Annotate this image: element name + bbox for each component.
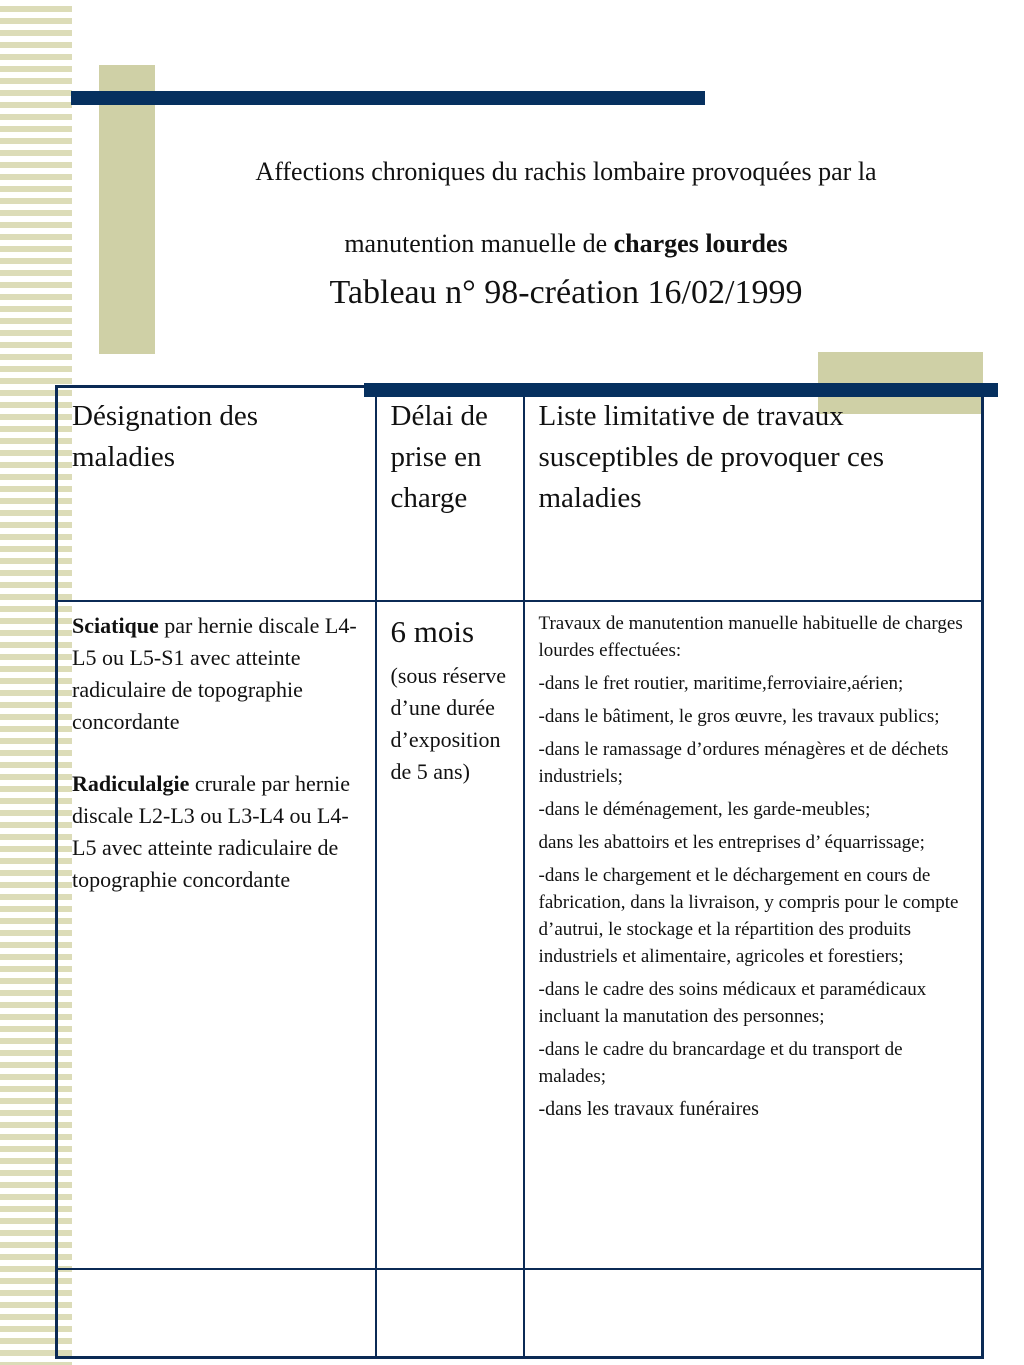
- list-item: dans les abattoirs et les entreprises d’ équarrissage;: [538, 832, 925, 853]
- maladie-description: par hernie discale L4-L5 ou L5-S1 avec atteinte radiculaire de topographie concordante: [72, 613, 357, 734]
- maladie-item: [72, 610, 361, 738]
- navy-accent-bar-top: [71, 91, 705, 105]
- list-item: -dans le déménagement, les garde-meubles;: [538, 799, 871, 820]
- title-plain-text: manutention manuelle de: [344, 229, 614, 258]
- disease-table: [55, 385, 984, 1359]
- maladie-name: Radiculalgie: [72, 771, 190, 796]
- page-subtitle: Tableau n° 98-création 16/02/1999: [329, 274, 803, 311]
- list-item: -dans le chargement et le déchargement en cours de fabrication, dans la livraison, y compris pour le compte d’autrui, le stockage et la répartition des produits industriels et alimentaire, agricoles et forestiers;: [538, 865, 959, 967]
- list-item: -dans le fret routier, maritime,ferroviaire,aérien;: [538, 673, 904, 694]
- travaux-list: [539, 670, 968, 1123]
- header-liste: Liste limitative de travaux susceptibles de provoquer ces maladies: [524, 387, 983, 602]
- table-row: [57, 601, 983, 1269]
- list-item: -dans le cadre des soins médicaux et paramédicaux incluant la manutation des personnes;: [538, 979, 927, 1027]
- maladie-name: Sciatique: [72, 613, 159, 638]
- table-header-row: [57, 387, 983, 602]
- travaux-intro: Travaux de manutention manuelle habituelle de charges lourdes effectuées:: [538, 613, 963, 661]
- delai-cell: [376, 601, 524, 1269]
- delai-value: 6 mois: [390, 614, 475, 649]
- travaux-cell: [524, 601, 983, 1269]
- header-delai: Délai de prise en charge: [376, 387, 524, 602]
- navy-accent-bar-right: [364, 383, 998, 397]
- empty-cell: [524, 1269, 983, 1358]
- delai-note: (sous réserve d’une durée d’exposition de 5 ans): [390, 663, 506, 784]
- list-item: -dans le cadre du brancardage et du transport de malades;: [538, 1039, 903, 1087]
- header-designation: Désignation des maladies: [57, 387, 376, 602]
- designation-cell: [57, 601, 376, 1269]
- list-item: -dans les travaux funéraires: [538, 1098, 759, 1120]
- title-bold-text: charges lourdes: [613, 229, 788, 258]
- page-title-line-2: [160, 228, 972, 260]
- empty-table-row: [57, 1269, 983, 1358]
- page-title-line-1: Affections chroniques du rachis lombaire provoquées par la: [255, 157, 877, 186]
- empty-cell: [376, 1269, 524, 1358]
- list-item: -dans le ramassage d’ordures ménagères et de déchets industriels;: [538, 739, 949, 787]
- empty-cell: [57, 1269, 376, 1358]
- maladie-item: [72, 768, 361, 896]
- list-item: -dans le bâtiment, le gros œuvre, les travaux publics;: [538, 706, 940, 727]
- maladie-description: crurale par hernie discale L2-L3 ou L3-L4 ou L4-L5 avec atteinte radiculaire de topographie concordante: [72, 771, 350, 892]
- olive-accent-block-top: [99, 65, 155, 354]
